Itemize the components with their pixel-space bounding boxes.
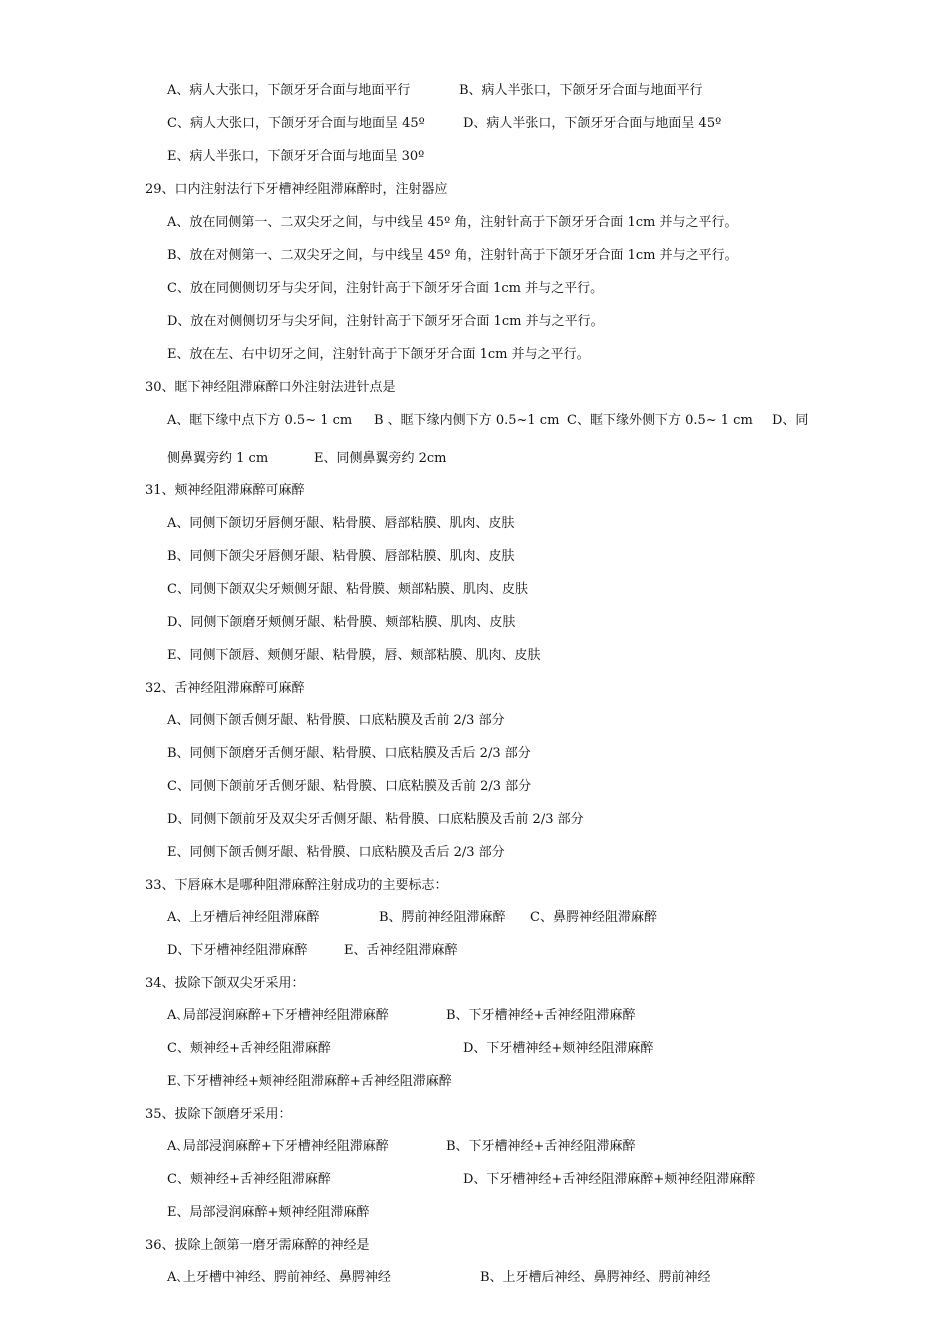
q33-option-a: A、上牙槽后神经阻滞麻醉 bbox=[167, 910, 320, 925]
q32-stem: 32、舌神经阻滞麻醉可麻醉 bbox=[145, 681, 305, 696]
q31-stem: 31、颊神经阻滞麻醉可麻醉 bbox=[145, 483, 305, 498]
q29-option-a: A、放在同侧第一、二双尖牙之间，与中线呈 45º 角，注射针高于下颌牙牙合面 1cm 并与之平行。 bbox=[167, 215, 738, 230]
q34-option-d: D、下牙槽神经+颊神经阻滞麻醉 bbox=[463, 1041, 654, 1056]
q28-option-b: B、病人半张口，下颌牙牙合面与地面平行 bbox=[459, 83, 703, 98]
q32-option-d: D、同侧下颌前牙及双尖牙舌侧牙龈、粘骨膜、口底粘膜及舌前 2/3 部分 bbox=[167, 812, 584, 827]
q31-option-b: B、同侧下颌尖牙唇侧牙龈、粘骨膜、唇部粘膜、肌肉、皮肤 bbox=[167, 549, 515, 564]
q30-option-c: C、眶下缘外侧下方 0.5~ 1 cm bbox=[567, 413, 753, 428]
q31-option-d: D、同侧下颌磨牙颊侧牙龈、粘骨膜、颊部粘膜、肌肉、皮肤 bbox=[167, 615, 516, 630]
q32-option-c: C、同侧下颌前牙舌侧牙龈、粘骨膜、口底粘膜及舌前 2/3 部分 bbox=[167, 779, 532, 794]
q32-option-a: A、同侧下颌舌侧牙龈、粘骨膜、口底粘膜及舌前 2/3 部分 bbox=[167, 713, 505, 728]
q34-option-b: B、下牙槽神经+舌神经阻滞麻醉 bbox=[446, 1008, 636, 1023]
q35-option-b: B、下牙槽神经+舌神经阻滞麻醉 bbox=[446, 1139, 636, 1154]
q30-option-b: B 、眶下缘内侧下方 0.5~1 cm bbox=[374, 413, 560, 428]
q30-option-a: A、眶下缘中点下方 0.5~ 1 cm bbox=[167, 413, 353, 428]
q34-option-a: A､局部浸润麻醉+下牙槽神经阻滞麻醉 bbox=[167, 1008, 389, 1023]
q33-option-c: C、鼻腭神经阻滞麻醉 bbox=[530, 910, 657, 925]
q31-option-c: C、同侧下颌双尖牙颊侧牙龈、粘骨膜、颊部粘膜、肌肉、皮肤 bbox=[167, 582, 528, 597]
q28-option-a: A、病人大张口，下颌牙牙合面与地面平行 bbox=[167, 83, 411, 98]
q35-stem: 35、拔除下颌磨牙采用： bbox=[145, 1107, 292, 1122]
q28-option-c: C、病人大张口，下颌牙牙合面与地面呈 45º bbox=[167, 116, 425, 131]
q36-option-b: B、上牙槽后神经、鼻腭神经、腭前神经 bbox=[480, 1270, 711, 1285]
q35-option-e: E、局部浸润麻醉+颊神经阻滞麻醉 bbox=[167, 1205, 370, 1220]
q34-option-e: E､下牙槽神经+颊神经阻滞麻醉+舌神经阻滞麻醉 bbox=[167, 1074, 452, 1089]
q30-stem: 30、眶下神经阻滞麻醉口外注射法进针点是 bbox=[145, 380, 396, 395]
q30-option-d: D、同 bbox=[772, 413, 809, 428]
q35-option-a: A､局部浸润麻醉+下牙槽神经阻滞麻醉 bbox=[167, 1139, 389, 1154]
q29-option-e: E、放在左、右中切牙之间，注射针高于下颌牙牙合面 1cm 并与之平行。 bbox=[167, 347, 590, 362]
q33-stem: 33、下唇麻木是哪种阻滞麻醉注射成功的主要标志： bbox=[145, 878, 448, 893]
q28-option-e: E、病人半张口，下颌牙牙合面与地面呈 30º bbox=[167, 149, 425, 164]
q32-option-b: B、同侧下颌磨牙舌侧牙龈、粘骨膜、口底粘膜及舌后 2/3 部分 bbox=[167, 746, 531, 761]
q33-option-b: B、腭前神经阻滞麻醉 bbox=[379, 910, 506, 925]
q36-option-a: A､上牙槽中神经、腭前神经、鼻腭神经 bbox=[167, 1270, 391, 1285]
q28-option-d: D、病人半张口，下颌牙牙合面与地面呈 45º bbox=[463, 116, 722, 131]
q30-option-d-cont: 侧鼻翼旁约 1 cm bbox=[167, 451, 269, 466]
q35-option-c: C、颊神经+舌神经阻滞麻醉 bbox=[167, 1172, 331, 1187]
q35-option-d: D、下牙槽神经+舌神经阻滞麻醉+颊神经阻滞麻醉 bbox=[463, 1172, 756, 1187]
q29-stem: 29、口内注射法行下牙槽神经阻滞麻醉时，注射器应 bbox=[145, 182, 448, 197]
q33-option-d: D、下牙槽神经阻滞麻醉 bbox=[167, 943, 308, 958]
q29-option-c: C、放在同侧侧切牙与尖牙间，注射针高于下颌牙牙合面 1cm 并与之平行。 bbox=[167, 281, 604, 296]
q30-option-e: E、同侧鼻翼旁约 2cm bbox=[314, 451, 447, 466]
q34-stem: 34、拔除下颌双尖牙采用： bbox=[145, 976, 305, 991]
q31-option-a: A、同侧下颌切牙唇侧牙龈、粘骨膜、唇部粘膜、肌肉、皮肤 bbox=[167, 516, 515, 531]
q29-option-d: D、放在对侧侧切牙与尖牙间，注射针高于下颌牙牙合面 1cm 并与之平行。 bbox=[167, 314, 604, 329]
q33-option-e: E、舌神经阻滞麻醉 bbox=[344, 943, 458, 958]
q31-option-e: E、同侧下颌唇、颊侧牙龈、粘骨膜，唇、颊部粘膜、肌肉、皮肤 bbox=[167, 648, 541, 663]
q29-option-b: B、放在对侧第一、二双尖牙之间，与中线呈 45º 角，注射针高于下颌牙牙合面 1cm 并与之平行。 bbox=[167, 248, 738, 263]
q36-stem: 36、拔除上颌第一磨牙需麻醉的神经是 bbox=[145, 1238, 370, 1253]
q32-option-e: E、同侧下颌舌侧牙龈、粘骨膜、口底粘膜及舌后 2/3 部分 bbox=[167, 845, 505, 860]
q34-option-c: C、颊神经+舌神经阻滞麻醉 bbox=[167, 1041, 331, 1056]
